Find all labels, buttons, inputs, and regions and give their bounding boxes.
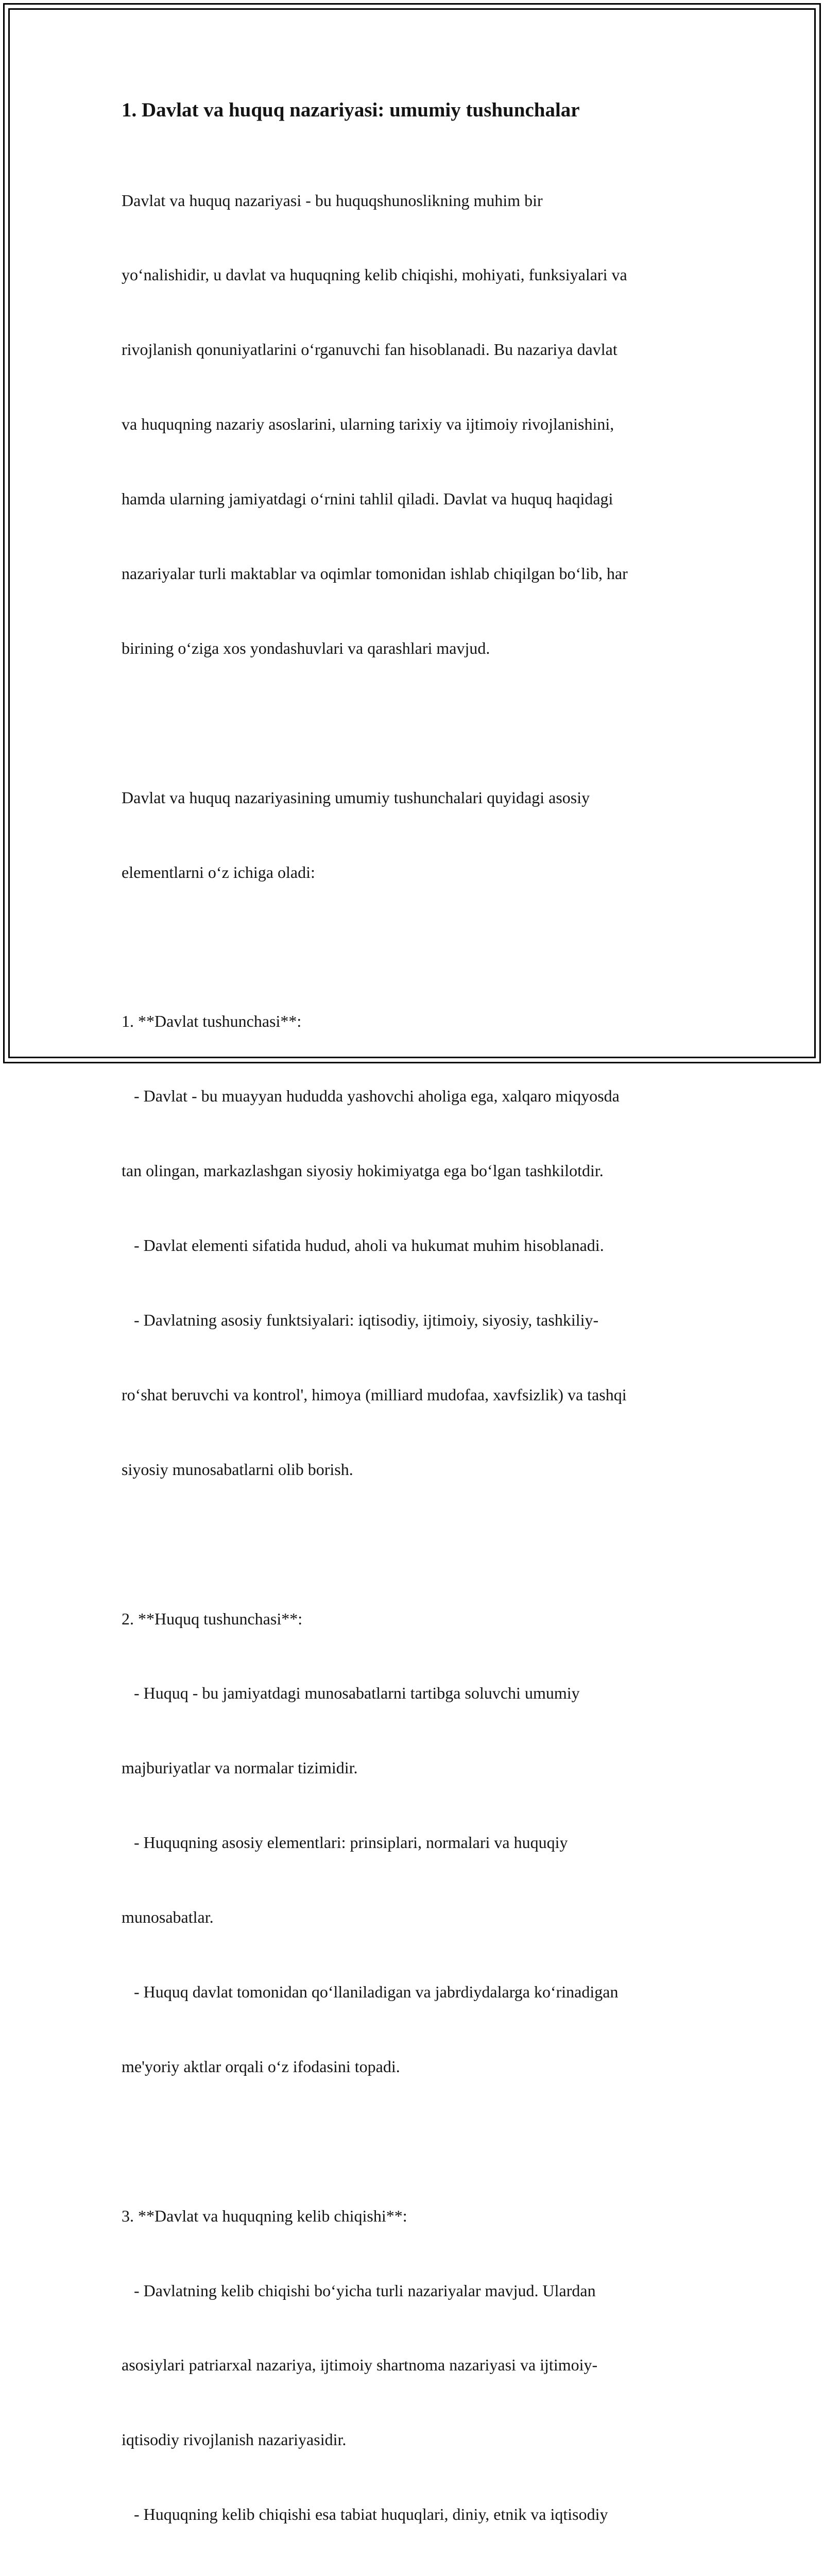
text-line: birining oʻziga xos yondashuvlari va qarashlari mavjud.: [122, 638, 490, 657]
paragraph-spacer: [122, 935, 709, 959]
text-line: 2. **Huquq tushunchasi**:: [122, 1609, 303, 1628]
list-item-davlat: [122, 959, 709, 1532]
list-item-kelib-chiqishi: [122, 2154, 709, 2576]
text-line: asosiylari patriarxal nazariya, ijtimoiy shartnoma nazariyasi va ijtimoiy-: [122, 2355, 598, 2375]
text-line: - Huquqning kelib chiqishi esa tabiat huquqlari, diniy, etnik va iqtisodiy: [122, 2505, 608, 2524]
text-line: - Davlat elementi sifatida hudud, aholi va hukumat muhim hisoblanadi.: [122, 1236, 604, 1255]
text-line: tan olingan, markazlashgan siyosiy hokimiyatga ega boʻlgan tashkilotdir.: [122, 1161, 604, 1180]
paragraph-lead-in: [122, 735, 709, 934]
text-line: va huquqning nazariy asoslarini, ularning tarixiy va ijtimoiy rivojlanishini,: [122, 415, 614, 434]
text-line: rivojlanish qonuniyatlarini oʻrganuvchi fan hisoblanadi. Bu nazariya davlat: [122, 340, 617, 359]
paragraph-spacer: [122, 1532, 709, 1556]
text-line: 3. **Davlat va huquqning kelib chiqishi**:: [122, 2206, 407, 2225]
text-line: munosabatlar.: [122, 1908, 214, 1927]
list-item-huquq: [122, 1556, 709, 2129]
paragraph-spacer: [122, 2129, 709, 2154]
text-line: nazariyalar turli maktablar va oqimlar tomonidan ishlab chiqilgan boʻlib, har: [122, 564, 628, 583]
text-line: yoʻnalishidir, u davlat va huquqning kelib chiqishi, mohiyati, funksiyalari va: [122, 265, 627, 284]
text-line: Davlat va huquq nazariyasining umumiy tushunchalari quyidagi asosiy: [122, 788, 590, 807]
paragraph-spacer: [122, 710, 709, 735]
text-line: roʻshat beruvchi va kontrol', himoya (milliard mudofaa, xavfsizlik) va tashqi: [122, 1385, 627, 1404]
text-line: 1. **Davlat tushunchasi**:: [122, 1012, 302, 1031]
paragraph-intro: [122, 138, 709, 710]
section-title: 1. Davlat va huquq nazariyasi: umumiy tushunchalar: [122, 99, 580, 121]
text-line: me'yoriy aktlar orqali oʻz ifodasini topadi.: [122, 2057, 400, 2076]
text-line: - Huquq - bu jamiyatdagi munosabatlarni tartibga soluvchi umumiy: [122, 1684, 580, 1703]
text-line: - Davlat - bu muayyan hududda yashovchi aholiga ega, xalqaro miqyosda: [122, 1087, 620, 1106]
text-line: iqtisodiy rivojlanish nazariyasidir.: [122, 2430, 347, 2449]
text-line: - Huquq davlat tomonidan qoʻllaniladigan va jabrdiydalarga koʻrinadigan: [122, 1982, 619, 2001]
text-line: - Davlatning asosiy funktsiyalari: iqtisodiy, ijtimoiy, siyosiy, tashkiliy-: [122, 1310, 599, 1329]
text-line: majburiyatlar va normalar tizimidir.: [122, 1758, 358, 1777]
text-line: elementlarni oʻz ichiga oladi:: [122, 862, 315, 882]
document-body: [122, 96, 709, 2576]
text-line: Davlat va huquq nazariyasi - bu huquqshunoslikning muhim bir: [122, 191, 543, 210]
text-line: - Davlatning kelib chiqishi boʻyicha turli nazariyalar mavjud. Ulardan: [122, 2281, 596, 2300]
text-line: - Huquqning asosiy elementlari: prinsiplari, normalari va huquqiy: [122, 1833, 568, 1852]
text-line: hamda ularning jamiyatdagi oʻrnini tahlil qiladi. Davlat va huquq haqidagi: [122, 489, 613, 509]
text-line: siyosiy munosabatlarni olib borish.: [122, 1460, 353, 1479]
